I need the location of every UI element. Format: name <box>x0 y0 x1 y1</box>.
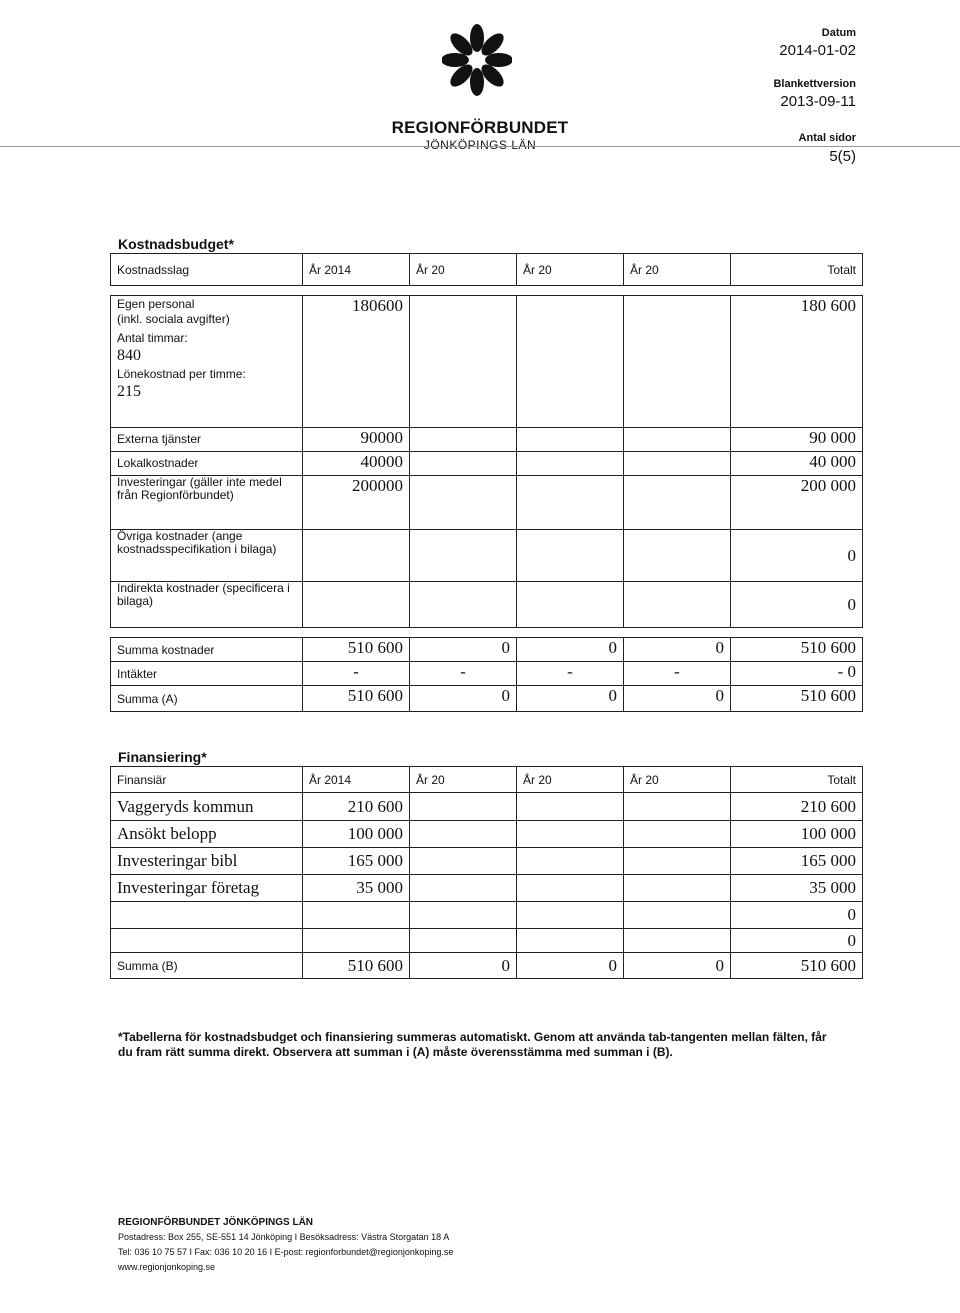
table-row <box>111 530 863 582</box>
table-row <box>111 582 863 628</box>
ansokt-belopp-2014[interactable]: 100 000 <box>303 821 410 848</box>
table-row <box>111 848 863 875</box>
intakter-totalt: - 0 <box>731 662 863 686</box>
indirekta-kostnader-label: Indirekta kostnader (specificera i bilaga) <box>111 582 303 628</box>
summa-a-ar20-c: 0 <box>624 686 731 712</box>
fin-r0-a[interactable] <box>410 793 517 821</box>
col-ar-20-c: År 20 <box>624 254 731 286</box>
fin-r3-a[interactable] <box>410 875 517 902</box>
fin-r5-c[interactable] <box>624 929 731 953</box>
fin-r2-b[interactable] <box>517 848 624 875</box>
indirekta-kostnader-totalt: 0 <box>731 582 863 628</box>
footer-contact[interactable]: Tel: 036 10 75 57 I Fax: 036 10 20 16 I E-post: regionforbundet@regionjonkoping.se <box>118 1247 454 1257</box>
finansiering-title: Finansiering* <box>118 749 207 765</box>
finansiering-table <box>110 766 863 979</box>
ovriga-kostnader-totalt: 0 <box>731 530 863 582</box>
summa-kostnader-ar20-b: 0 <box>517 638 624 662</box>
lokal-ar20-c[interactable] <box>624 452 731 476</box>
spacer-row <box>111 628 863 638</box>
table-row <box>111 452 863 476</box>
egen-personal-sublabel: (inkl. sociala avgifter) <box>117 312 230 326</box>
ovriga-ar20-b[interactable] <box>517 530 624 582</box>
col-ar-20-b: År 20 <box>517 767 624 793</box>
egen-personal-ar20-b[interactable] <box>517 296 624 428</box>
footer-website[interactable]: www.regionjonkoping.se <box>118 1262 216 1272</box>
regionforbundet-logo-icon <box>442 22 512 102</box>
externa-tjanster-totalt: 90 000 <box>731 428 863 452</box>
summa-kostnader-totalt: 510 600 <box>731 638 863 662</box>
lokal-ar20-b[interactable] <box>517 452 624 476</box>
invest-ar20-a[interactable] <box>410 476 517 530</box>
finansiar-empty-1[interactable] <box>111 902 303 929</box>
egen-personal-label: Egen personal <box>117 297 195 311</box>
ovriga-kostnader-label: Övriga kostnader (ange kostnadsspecifikation i bilaga) <box>111 530 303 582</box>
fin-r3-c[interactable] <box>624 875 731 902</box>
fin-r1-a[interactable] <box>410 821 517 848</box>
fin-r5-b[interactable] <box>517 929 624 953</box>
vaggeryds-2014[interactable]: 210 600 <box>303 793 410 821</box>
externa-ar20-c[interactable] <box>624 428 731 452</box>
indirekta-ar20-c[interactable] <box>624 582 731 628</box>
summa-b-row <box>111 953 863 979</box>
col-finansiar: Finansiär <box>111 767 303 793</box>
summa-a-row <box>111 686 863 712</box>
finansiar-vaggeryds[interactable]: Vaggeryds kommun <box>111 793 303 821</box>
summa-a-label: Summa (A) <box>111 686 303 712</box>
summa-kostnader-2014: 510 600 <box>303 638 410 662</box>
summa-kostnader-ar20-a: 0 <box>410 638 517 662</box>
intakter-ar20-c[interactable]: - <box>624 662 731 686</box>
fin-r1-b[interactable] <box>517 821 624 848</box>
footer-org: REGIONFÖRBUNDET JÖNKÖPINGS LÄN <box>118 1217 314 1228</box>
blankett-value: 2013-09-11 <box>780 93 856 110</box>
investeringar-foretag-2014[interactable]: 35 000 <box>303 875 410 902</box>
antal-timmar-label: Antal timmar: <box>117 331 188 345</box>
fin-r4-c[interactable] <box>624 902 731 929</box>
egen-personal-cell <box>111 296 303 428</box>
antal-sidor-value: 5(5) <box>829 148 856 165</box>
fin-r4-b[interactable] <box>517 902 624 929</box>
datum-value: 2014-01-02 <box>779 42 856 59</box>
summa-b-totalt: 510 600 <box>731 953 863 979</box>
summa-a-ar20-b: 0 <box>517 686 624 712</box>
ansokt-belopp-totalt: 100 000 <box>731 821 863 848</box>
externa-tjanster-2014[interactable]: 90000 <box>303 428 410 452</box>
summa-kostnader-row <box>111 638 863 662</box>
org-name: REGIONFÖRBUNDET <box>391 118 569 137</box>
summa-a-ar20-a: 0 <box>410 686 517 712</box>
empty-1-totalt: 0 <box>731 902 863 929</box>
ovriga-kostnader-2014[interactable] <box>303 530 410 582</box>
investeringar-bibl-2014[interactable]: 165 000 <box>303 848 410 875</box>
investeringar-bibl-totalt: 165 000 <box>731 848 863 875</box>
invest-ar20-b[interactable] <box>517 476 624 530</box>
fin-r2-a[interactable] <box>410 848 517 875</box>
antal-timmar-value[interactable]: 840 <box>117 347 141 364</box>
lonekostnad-value[interactable]: 215 <box>117 383 141 400</box>
finansiar-investeringar-foretag[interactable]: Investeringar företag <box>111 875 303 902</box>
fin-r5-a[interactable] <box>410 929 517 953</box>
col-ar-20-c: År 20 <box>624 767 731 793</box>
fin-r4-a[interactable] <box>410 902 517 929</box>
table-row <box>111 428 863 452</box>
table-row <box>111 296 863 428</box>
lonekostnad-label: Lönekostnad per timme: <box>117 367 246 381</box>
intakter-ar20-a[interactable]: - <box>410 662 517 686</box>
col-ar-20-b: År 20 <box>517 254 624 286</box>
fin-r0-b[interactable] <box>517 793 624 821</box>
summa-b-ar20-b: 0 <box>517 953 624 979</box>
antal-sidor-label: Antal sidor <box>798 132 856 144</box>
fin-r1-c[interactable] <box>624 821 731 848</box>
ovriga-ar20-a[interactable] <box>410 530 517 582</box>
summa-kostnader-label: Summa kostnader <box>111 638 303 662</box>
vaggeryds-totalt: 210 600 <box>731 793 863 821</box>
egen-personal-2014[interactable]: 180600 <box>303 296 410 428</box>
investeringar-2014[interactable]: 200000 <box>303 476 410 530</box>
summa-a-totalt: 510 600 <box>731 686 863 712</box>
intakter-row <box>111 662 863 686</box>
externa-tjanster-label: Externa tjänster <box>111 428 303 452</box>
invest-ar20-c[interactable] <box>624 476 731 530</box>
table-header-row <box>111 767 863 793</box>
externa-ar20-b[interactable] <box>517 428 624 452</box>
summa-b-ar20-c: 0 <box>624 953 731 979</box>
table-row <box>111 929 863 953</box>
ovriga-ar20-c[interactable] <box>624 530 731 582</box>
datum-label: Datum <box>821 27 856 39</box>
lokal-ar20-a[interactable] <box>410 452 517 476</box>
finansiar-investeringar-bibl[interactable]: Investeringar bibl <box>111 848 303 875</box>
col-ar-2014: År 2014 <box>303 767 410 793</box>
fin-r0-c[interactable] <box>624 793 731 821</box>
intakter-ar20-b[interactable]: - <box>517 662 624 686</box>
finansiar-empty-2[interactable] <box>111 929 303 953</box>
externa-ar20-a[interactable] <box>410 428 517 452</box>
kostnadsbudget-table <box>110 253 863 712</box>
col-ar-20-a: År 20 <box>410 254 517 286</box>
egen-personal-ar20-a[interactable] <box>410 296 517 428</box>
col-ar-20-a: År 20 <box>410 767 517 793</box>
col-totalt: Totalt <box>731 767 863 793</box>
summa-a-2014: 510 600 <box>303 686 410 712</box>
table-row <box>111 793 863 821</box>
table-row <box>111 821 863 848</box>
table-row <box>111 902 863 929</box>
investeringar-totalt: 200 000 <box>731 476 863 530</box>
summa-b-2014: 510 600 <box>303 953 410 979</box>
fin-r3-b[interactable] <box>517 875 624 902</box>
col-kostnadsslag: Kostnadsslag <box>111 254 303 286</box>
org-subtitle: JÖNKÖPINGS LÄN <box>423 138 537 152</box>
page-footer <box>118 1215 453 1275</box>
egen-personal-totalt: 180 600 <box>731 296 863 428</box>
investeringar-label: Investeringar (gäller inte medel från Regionförbundet) <box>111 476 303 530</box>
intakter-label: Intäkter <box>111 662 303 686</box>
header-divider <box>0 146 960 147</box>
egen-personal-ar20-c[interactable] <box>624 296 731 428</box>
lokalkostnader-2014[interactable]: 40000 <box>303 452 410 476</box>
empty-1-2014[interactable] <box>303 902 410 929</box>
table-row <box>111 476 863 530</box>
indirekta-kostnader-2014[interactable] <box>303 582 410 628</box>
lokalkostnader-totalt: 40 000 <box>731 452 863 476</box>
lokalkostnader-label: Lokalkostnader <box>111 452 303 476</box>
table-row <box>111 875 863 902</box>
table-header-row <box>111 254 863 286</box>
kostnadsbudget-title: Kostnadsbudget* <box>118 236 234 252</box>
finansiar-ansokt-belopp[interactable]: Ansökt belopp <box>111 821 303 848</box>
footer-address: Postadress: Box 255, SE-551 14 Jönköping I Besöksadress: Västra Storgatan 18 A <box>118 1232 450 1242</box>
spacer-row <box>111 286 863 296</box>
fin-r2-c[interactable] <box>624 848 731 875</box>
investeringar-foretag-totalt: 35 000 <box>731 875 863 902</box>
summa-kostnader-ar20-c: 0 <box>624 638 731 662</box>
empty-2-2014[interactable] <box>303 929 410 953</box>
empty-2-totalt: 0 <box>731 929 863 953</box>
summa-b-ar20-a: 0 <box>410 953 517 979</box>
summa-b-label: Summa (B) <box>111 953 303 979</box>
footnote: *Tabellerna för kostnadsbudget och finansiering summeras automatiskt. Genom att använda tab-tangenten mellan fälten, får du fram rätt summa direkt. Observera att summan i (A) måste överensstämma med summan i (B). <box>118 1030 827 1059</box>
col-totalt: Totalt <box>731 254 863 286</box>
indirekta-ar20-b[interactable] <box>517 582 624 628</box>
intakter-2014[interactable]: - <box>303 662 410 686</box>
col-ar-2014: År 2014 <box>303 254 410 286</box>
blankett-label: Blankettversion <box>773 78 856 90</box>
indirekta-ar20-a[interactable] <box>410 582 517 628</box>
